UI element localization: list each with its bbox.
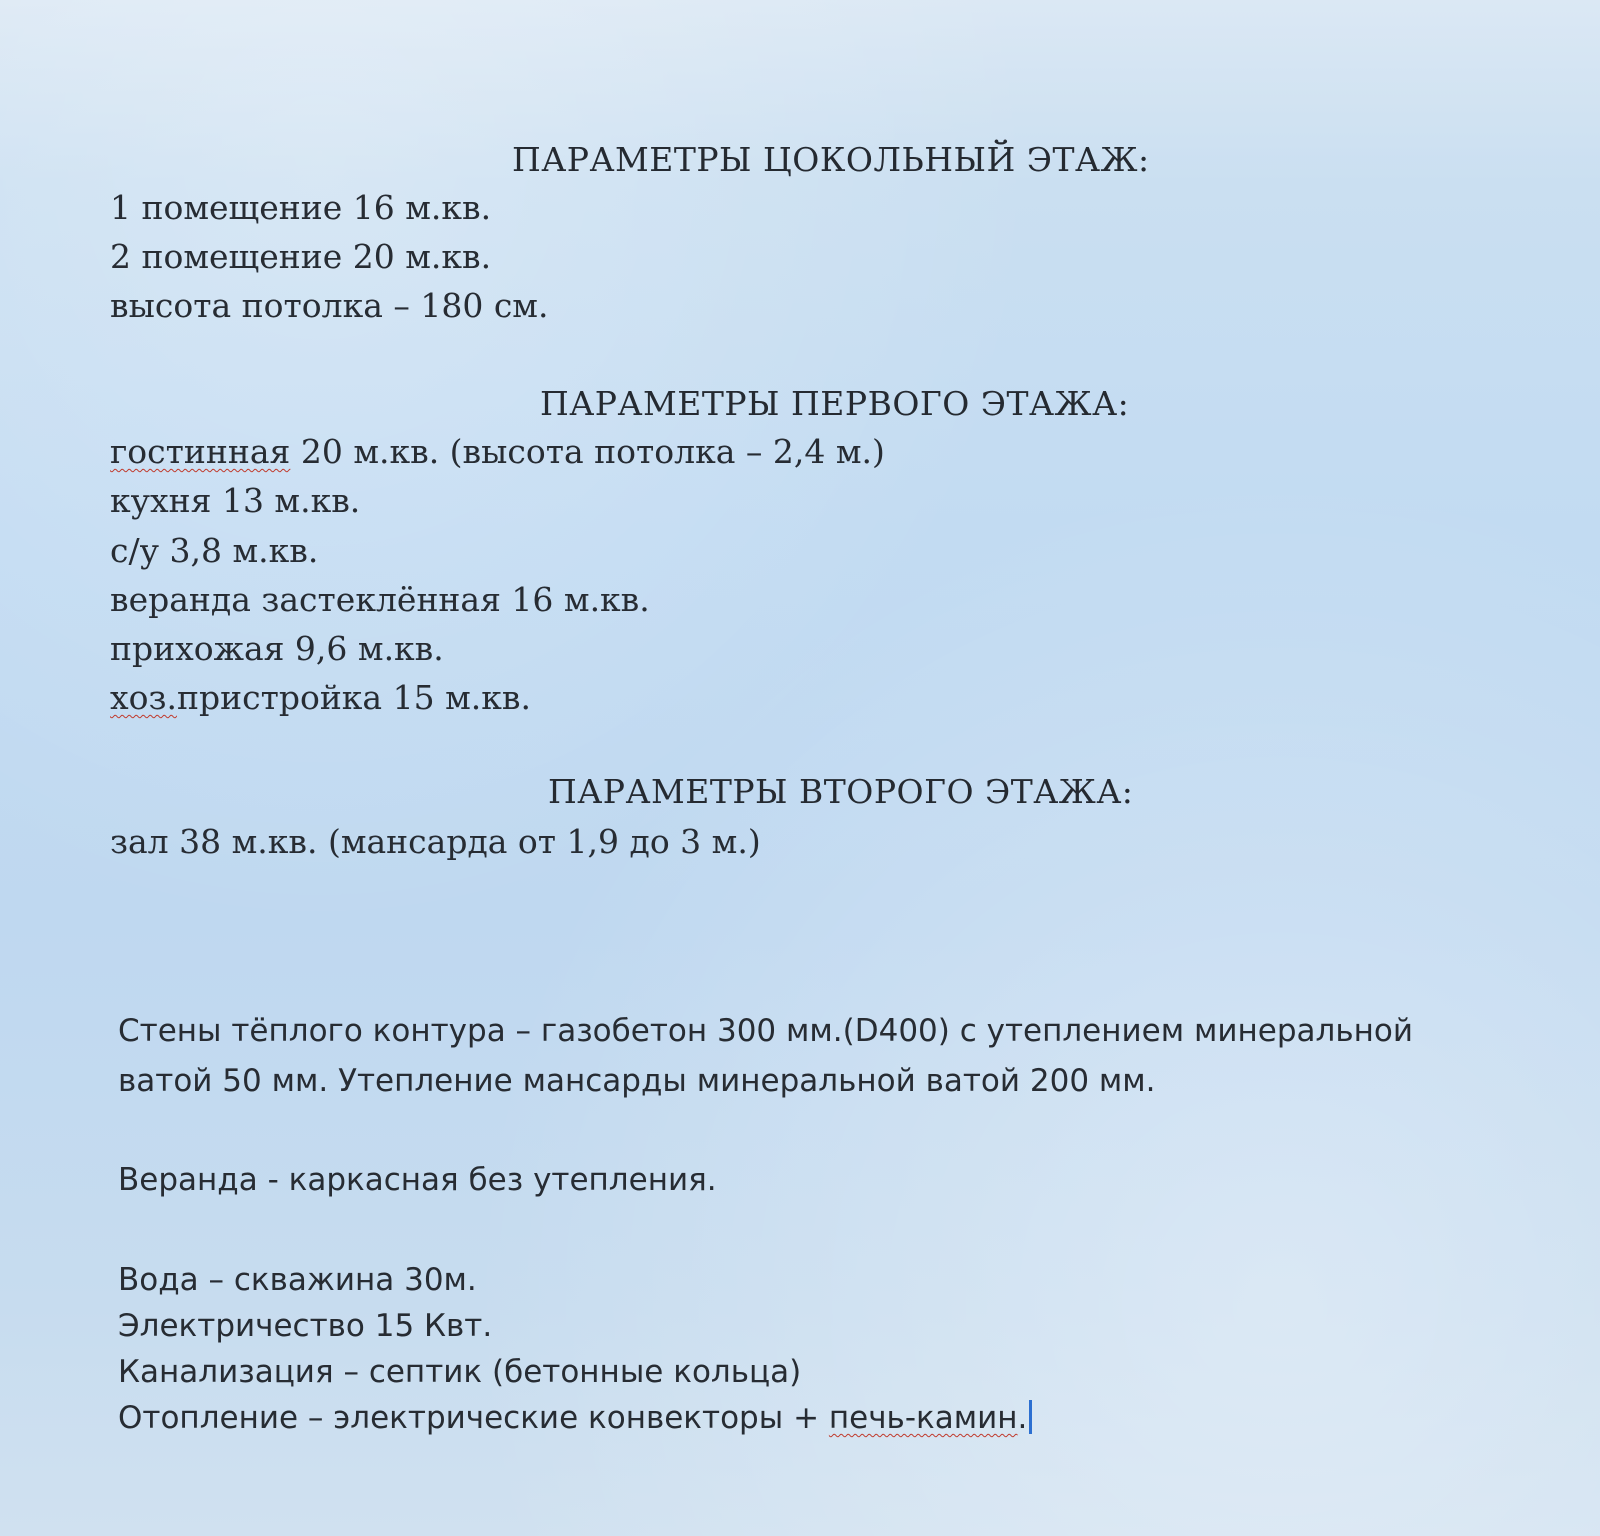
first-floor-line-living-rest: 20 м.кв. (высота потолка – 2,4 м.) [290, 432, 885, 471]
heating-note-dot: . [1017, 1400, 1028, 1436]
second-floor-heading: ПАРАМЕТРЫ ВТОРОГО ЭТАЖА: [548, 772, 1134, 811]
heating-note-start: Отопление – электрические конвекторы + [118, 1400, 829, 1436]
first-floor-line-living [110, 432, 885, 471]
heating-note[interactable] [118, 1400, 1032, 1436]
first-floor-line-kitchen: кухня 13 м.кв. [110, 481, 361, 520]
first-floor-line-outbuilding-rest: пристройка 15 м.кв. [176, 678, 531, 717]
basement-line-1: 1 помещение 16 м.кв. [110, 188, 492, 227]
misspelled-word: печь-камин [828, 1400, 1018, 1436]
water-note: Вода – скважина 30м. [118, 1262, 477, 1298]
basement-line-2: 2 помещение 20 м.кв. [110, 237, 492, 276]
misspelled-word: гостинная [110, 432, 291, 471]
basement-heading: ПАРАМЕТРЫ ЦОКОЛЬНЫЙ ЭТАЖ: [512, 140, 1150, 179]
sewage-note: Канализация – септик (бетонные кольца) [118, 1354, 802, 1390]
misspelled-word: хоз. [110, 678, 177, 717]
second-floor-line-hall: зал 38 м.кв. (мансарда от 1,9 до 3 м.) [110, 822, 761, 861]
walls-line-1: Стены тёплого контура – газобетон 300 мм.(D400) с утеплением минеральной [118, 1013, 1413, 1049]
first-floor-line-outbuilding [110, 678, 531, 717]
first-floor-line-hallway: прихожая 9,6 м.кв. [110, 629, 444, 668]
first-floor-line-bathroom: с/у 3,8 м.кв. [110, 531, 319, 570]
electricity-note: Электричество 15 Квт. [118, 1308, 493, 1344]
first-floor-heading: ПАРАМЕТРЫ ПЕРВОГО ЭТАЖА: [540, 384, 1130, 423]
veranda-note: Веранда - каркасная без утепления. [118, 1162, 717, 1198]
first-floor-line-veranda: веранда застеклённая 16 м.кв. [110, 580, 650, 619]
basement-line-3: высота потолка – 180 см. [110, 286, 549, 325]
walls-line-2: ватой 50 мм. Утепление мансарды минеральной ватой 200 мм. [118, 1063, 1156, 1099]
text-cursor [1029, 1400, 1032, 1434]
